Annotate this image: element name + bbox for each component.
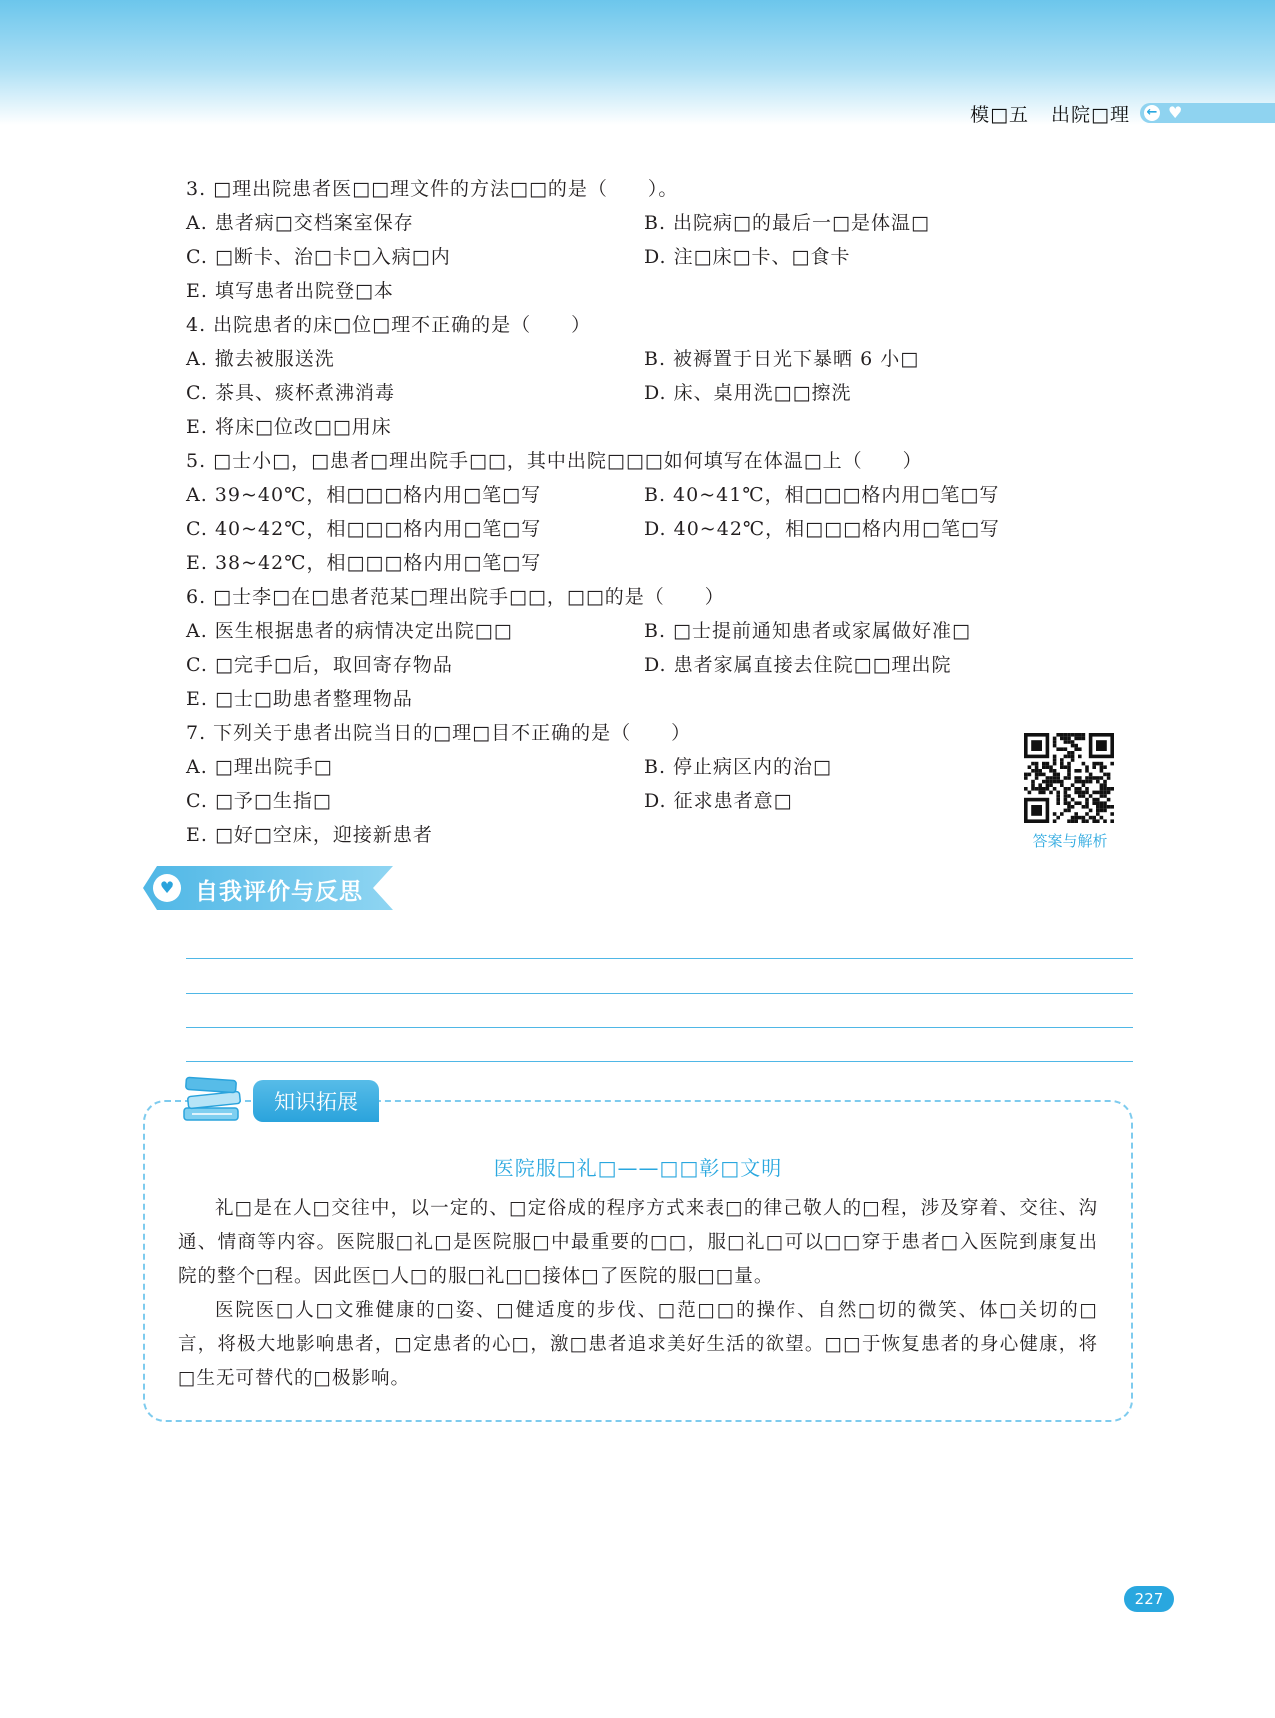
answer-option[interactable]: B. 40~41℃，相□□□格内用□笔□写 [644,484,1000,506]
answer-option[interactable]: D. 患者家属直接去住院□□理出院 [644,654,952,676]
qr-code-icon[interactable] [1024,733,1114,823]
option-row [186,376,1086,410]
answer-option[interactable]: C. □完手□后，取回寄存物品 [186,654,453,676]
question-stem: 6. □士李□在□患者范某□理出院手□□，□□的是（ ） [186,586,725,608]
heart-icon: ♥ [1168,103,1183,122]
answer-line[interactable] [186,1027,1133,1028]
answer-line[interactable] [186,958,1133,959]
answer-option[interactable]: D. 征求患者意□ [644,790,793,812]
answer-option[interactable]: C. □予□生指□ [186,790,332,812]
knowledge-body [178,1192,1098,1396]
option-row [186,240,1086,274]
answer-option[interactable]: A. □理出院手□ [186,756,333,778]
answer-option[interactable]: B. 停止病区内的治□ [644,756,832,778]
question-stem: 5. □士小□，□患者□理出院手□□，其中出院□□□如何填写在体温□上（ ） [186,450,923,472]
question-stem: 4. 出院患者的床□位□理不正确的是（ ） [186,314,592,336]
answer-line[interactable] [186,1061,1133,1062]
answer-option[interactable]: D. 床、桌用洗□□擦洗 [644,382,852,404]
question-stem: 3. □理出院患者医□□理文件的方法□□的是（ ）。 [186,178,679,200]
option-row [186,206,1086,240]
answer-option[interactable]: E. □士□助患者整理物品 [186,688,413,710]
option-row [186,512,1086,546]
answer-line[interactable] [186,993,1133,994]
answer-option[interactable]: C. □断卡、治□卡□入病□内 [186,246,451,268]
answer-option[interactable]: A. 患者病□交档案室保存 [186,212,414,234]
option-row [186,410,1086,444]
page-number: 227 [1124,1586,1174,1612]
answer-option[interactable]: B. □士提前通知患者或家属做好准□ [644,620,971,642]
option-row [186,648,1086,682]
answer-option[interactable]: E. 38~42℃，相□□□格内用□笔□写 [186,552,542,574]
option-row [186,784,1086,818]
answer-option[interactable]: C. 40~42℃，相□□□格内用□笔□写 [186,518,542,540]
question-list [186,172,1086,852]
answer-option[interactable]: C. 茶具、痰杯煮沸消毒 [186,382,395,404]
question-stem: 7. 下列关于患者出院当日的□理□目不正确的是（ ） [186,722,692,744]
answer-option[interactable]: E. 将床□位改□□用床 [186,416,392,438]
option-row [186,478,1086,512]
answer-option[interactable]: D. 注□床□卡、□食卡 [644,246,851,268]
option-row [186,342,1086,376]
module-label: 模□五 [970,104,1030,126]
heart-pulse-icon: ♥ [153,874,181,902]
chapter-title: 出院□理 [1051,104,1130,126]
knowledge-title: 医院服□礼□——□□彰□文明 [493,1156,783,1180]
knowledge-paragraph: 礼□是在人□交往中，以一定的、□定俗成的程序方式来表□的律己敬人的□程，涉及穿着、交往、沟通、情商等内容。医院服□礼□是医院服□中最重要的□□，服□礼□可以□□穿于患者□入医院到康复出院的整个□程。因此医□人□的服□礼□□接体□了医院的服□□量。 [178,1198,1098,1287]
answer-option[interactable]: A. 撤去被服送洗 [186,348,335,370]
answer-option[interactable]: E. □好□空床，迎接新患者 [186,824,433,846]
answer-option[interactable]: A. 医生根据患者的病情决定出院□□ [186,620,513,642]
qr-caption[interactable]: 答案与解析 [1032,832,1108,850]
option-row [186,546,1086,580]
answer-option[interactable]: B. 出院病□的最后一□是体温□ [644,212,930,234]
reflection-title: 自我评价与反思 [195,879,363,905]
books-icon [180,1068,246,1128]
option-row [186,274,1086,308]
answer-option[interactable]: A. 39~40℃，相□□□格内用□笔□写 [186,484,542,506]
option-row [186,818,1086,852]
knowledge-paragraph: 医院医□人□文雅健康的□姿、□健适度的步伐、□范□□的操作、自然□切的微笑、体□关切的□言，将极大地影响患者，□定患者的心□，激□患者追求美好生活的欲望。□□于恢复患者的身心健康，将□生无可替代的□极影响。 [178,1300,1098,1389]
answer-option[interactable]: B. 被褥置于日光下暴晒 6 小□ [644,348,920,370]
option-row [186,682,1086,716]
answer-option[interactable]: D. 40~42℃，相□□□格内用□笔□写 [644,518,1000,540]
running-header [970,100,1130,127]
knowledge-tab-label: 知识拓展 [274,1090,358,1114]
option-row [186,750,1086,784]
circle-arrow-icon: ← [1144,105,1160,121]
answer-option[interactable]: E. 填写患者出院登□本 [186,280,394,302]
reflection-banner [143,866,393,910]
header-tab [1140,103,1275,123]
option-row [186,614,1086,648]
knowledge-tab [253,1080,379,1122]
